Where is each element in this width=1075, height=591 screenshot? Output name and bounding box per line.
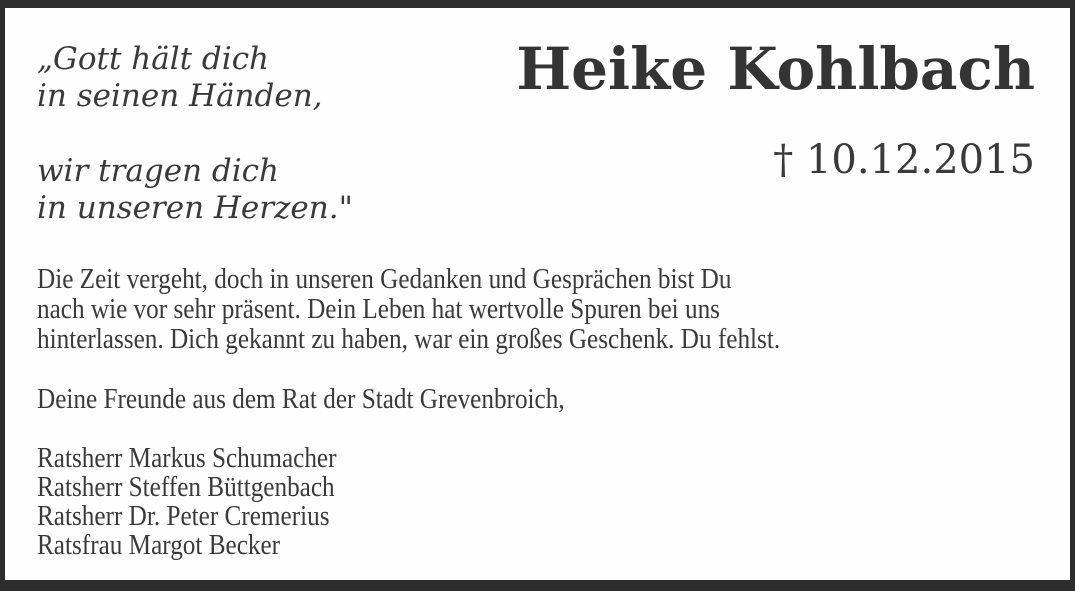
mourner-name: Ratsherr Steffen Büttgenbach [37,472,335,503]
mourners-list [37,444,1075,560]
mourner-name: Ratsherr Dr. Peter Cremerius [37,501,330,532]
deceased-name: Heike Kohlbach [516,35,1035,103]
tribute-line: nach wie vor sehr präsent. Dein Leben hat wertvolle Spuren bei uns [37,294,720,325]
mourner-name: Ratsherr Markus Schumacher [37,443,337,474]
notice-body [37,265,1075,560]
mourner-name: Ratsfrau Margot Becker [37,530,281,561]
death-date: † 10.12.2015 [773,137,1035,183]
tribute-line: Die Zeit vergeht, doch in unseren Gedanken und Gesprächen bist Du [37,264,732,295]
memorial-quote [37,41,353,227]
quote-line: „Gott hält dich [37,41,270,77]
tribute-line: hinterlassen. Dich gekannt zu haben, war ein großes Geschenk. Du fehlst. [37,324,781,355]
quote-line: wir tragen dich [37,153,279,189]
quote-line: in unseren Herzen." [37,190,353,226]
from-line: Deine Freunde aus dem Rat der Stadt Grevenbroich, [37,384,565,415]
tribute-paragraph [37,265,1075,355]
quote-line: in seinen Händen, [37,78,323,114]
